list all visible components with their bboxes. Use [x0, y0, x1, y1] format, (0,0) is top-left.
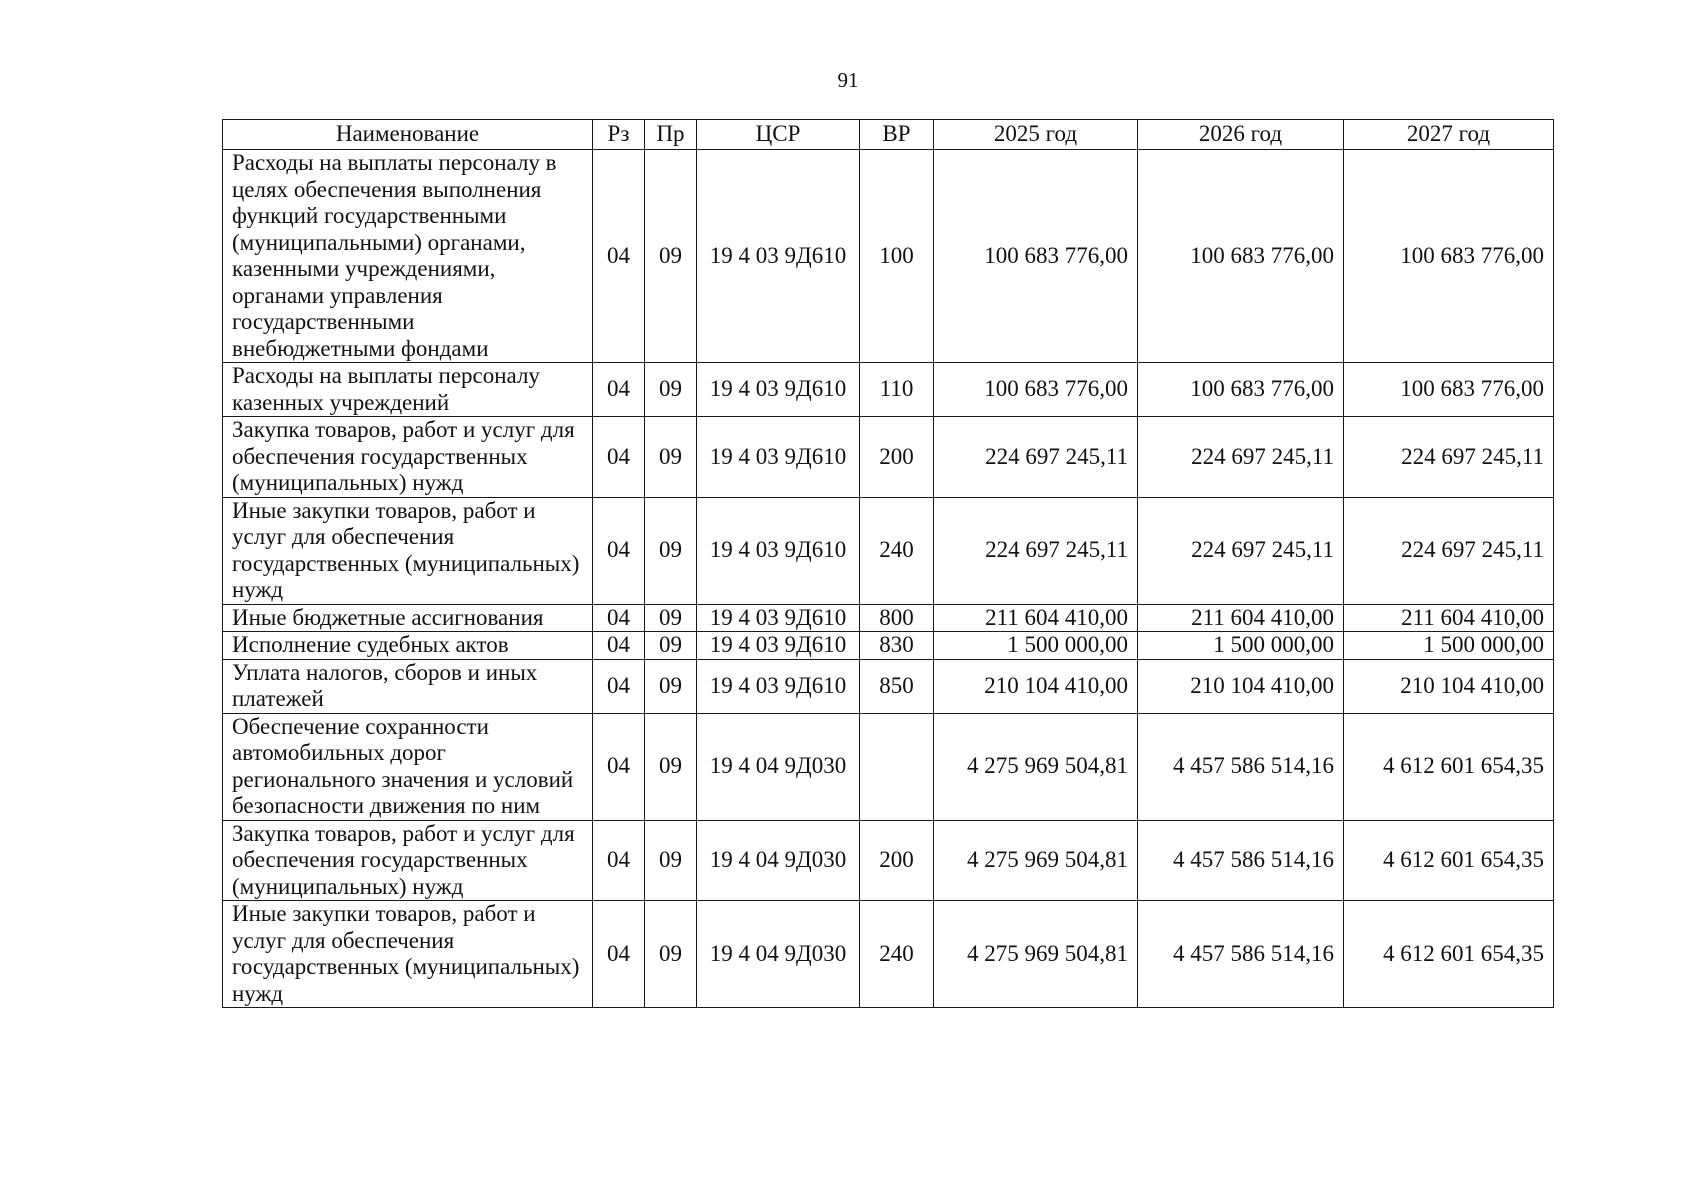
row-csr: 19 4 03 9Д610 — [697, 632, 860, 660]
row-2027: 224 697 245,11 — [1344, 417, 1554, 498]
row-2026: 4 457 586 514,16 — [1138, 901, 1344, 1008]
row-rz: 04 — [593, 604, 645, 632]
row-csr: 19 4 03 9Д610 — [697, 363, 860, 417]
row-pr: 09 — [645, 417, 697, 498]
row-2026: 100 683 776,00 — [1138, 150, 1344, 363]
row-csr: 19 4 04 9Д030 — [697, 820, 860, 901]
row-name: Иные бюджетные ассигнования — [223, 604, 593, 632]
row-2026: 224 697 245,11 — [1138, 497, 1344, 604]
row-2025: 4 275 969 504,81 — [934, 901, 1138, 1008]
table-row — [223, 713, 1554, 820]
row-csr: 19 4 03 9Д610 — [697, 417, 860, 498]
row-2026: 4 457 586 514,16 — [1138, 820, 1344, 901]
row-pr: 09 — [645, 497, 697, 604]
table-row — [223, 659, 1554, 713]
row-vr: 200 — [860, 417, 934, 498]
row-2027: 4 612 601 654,35 — [1344, 901, 1554, 1008]
row-2025: 4 275 969 504,81 — [934, 713, 1138, 820]
row-rz: 04 — [593, 659, 645, 713]
row-csr: 19 4 03 9Д610 — [697, 150, 860, 363]
table-row — [223, 901, 1554, 1008]
row-2025: 210 104 410,00 — [934, 659, 1138, 713]
row-vr: 240 — [860, 497, 934, 604]
row-rz: 04 — [593, 632, 645, 660]
row-pr: 09 — [645, 604, 697, 632]
row-2026: 4 457 586 514,16 — [1138, 713, 1344, 820]
page-number: 91 — [837, 68, 859, 92]
header-year-2025: 2025 год — [934, 120, 1138, 150]
table-row — [223, 497, 1554, 604]
row-rz: 04 — [593, 150, 645, 363]
header-csr: ЦСР — [697, 120, 860, 150]
row-2025: 100 683 776,00 — [934, 363, 1138, 417]
row-2027: 211 604 410,00 — [1344, 604, 1554, 632]
header-rz: Рз — [593, 120, 645, 150]
row-name: Иные закупки товаров, работ и услуг для обеспечения государственных (муниципальных) нужд — [223, 901, 593, 1008]
row-rz: 04 — [593, 713, 645, 820]
row-2026: 211 604 410,00 — [1138, 604, 1344, 632]
row-2027: 210 104 410,00 — [1344, 659, 1554, 713]
row-name: Расходы на выплаты персоналу казенных учреждений — [223, 363, 593, 417]
row-name: Иные закупки товаров, работ и услуг для обеспечения государственных (муниципальных) нужд — [223, 497, 593, 604]
row-name: Закупка товаров, работ и услуг для обеспечения государственных (муниципальных) нужд — [223, 417, 593, 498]
row-csr: 19 4 04 9Д030 — [697, 901, 860, 1008]
row-csr: 19 4 03 9Д610 — [697, 604, 860, 632]
row-vr — [860, 713, 934, 820]
row-2025: 224 697 245,11 — [934, 417, 1138, 498]
row-2025: 4 275 969 504,81 — [934, 820, 1138, 901]
table-row — [223, 604, 1554, 632]
row-pr: 09 — [645, 901, 697, 1008]
header-vr: ВР — [860, 120, 934, 150]
row-pr: 09 — [645, 363, 697, 417]
row-2026: 1 500 000,00 — [1138, 632, 1344, 660]
row-name: Исполнение судебных актов — [223, 632, 593, 660]
row-2026: 100 683 776,00 — [1138, 363, 1344, 417]
row-2027: 4 612 601 654,35 — [1344, 820, 1554, 901]
row-name: Закупка товаров, работ и услуг для обеспечения государственных (муниципальных) нужд — [223, 820, 593, 901]
row-csr: 19 4 03 9Д610 — [697, 659, 860, 713]
row-vr: 110 — [860, 363, 934, 417]
header-year-2027: 2027 год — [1344, 120, 1554, 150]
header-pr: Пр — [645, 120, 697, 150]
row-vr: 200 — [860, 820, 934, 901]
row-2025: 211 604 410,00 — [934, 604, 1138, 632]
row-rz: 04 — [593, 363, 645, 417]
row-rz: 04 — [593, 901, 645, 1008]
table-row — [223, 363, 1554, 417]
header-name: Наименование — [223, 120, 593, 150]
header-year-2026: 2026 год — [1138, 120, 1344, 150]
row-2025: 1 500 000,00 — [934, 632, 1138, 660]
row-vr: 830 — [860, 632, 934, 660]
row-2025: 224 697 245,11 — [934, 497, 1138, 604]
row-pr: 09 — [645, 820, 697, 901]
row-2027: 100 683 776,00 — [1344, 363, 1554, 417]
row-pr: 09 — [645, 659, 697, 713]
row-2027: 100 683 776,00 — [1344, 150, 1554, 363]
row-2026: 224 697 245,11 — [1138, 417, 1344, 498]
header-row — [223, 120, 1554, 150]
row-2026: 210 104 410,00 — [1138, 659, 1344, 713]
row-rz: 04 — [593, 417, 645, 498]
budget-table — [222, 119, 1554, 1008]
row-name: Расходы на выплаты персоналу в целях обеспечения выполнения функций государственными (муниципальными) органами, казенными учреждениями, органами управления государственными внебюджетными фондами — [223, 150, 593, 363]
table-row — [223, 820, 1554, 901]
row-csr: 19 4 03 9Д610 — [697, 497, 860, 604]
row-vr: 100 — [860, 150, 934, 363]
row-2027: 4 612 601 654,35 — [1344, 713, 1554, 820]
table-row — [223, 632, 1554, 660]
row-csr: 19 4 04 9Д030 — [697, 713, 860, 820]
row-rz: 04 — [593, 497, 645, 604]
row-vr: 240 — [860, 901, 934, 1008]
row-2027: 1 500 000,00 — [1344, 632, 1554, 660]
table-row — [223, 150, 1554, 363]
row-pr: 09 — [645, 713, 697, 820]
table-row — [223, 417, 1554, 498]
row-2027: 224 697 245,11 — [1344, 497, 1554, 604]
row-vr: 800 — [860, 604, 934, 632]
row-rz: 04 — [593, 820, 645, 901]
row-name: Обеспечение сохранности автомобильных дорог регионального значения и условий безопасности движения по ним — [223, 713, 593, 820]
row-pr: 09 — [645, 150, 697, 363]
row-vr: 850 — [860, 659, 934, 713]
row-pr: 09 — [645, 632, 697, 660]
row-2025: 100 683 776,00 — [934, 150, 1138, 363]
row-name: Уплата налогов, сборов и иных платежей — [223, 659, 593, 713]
